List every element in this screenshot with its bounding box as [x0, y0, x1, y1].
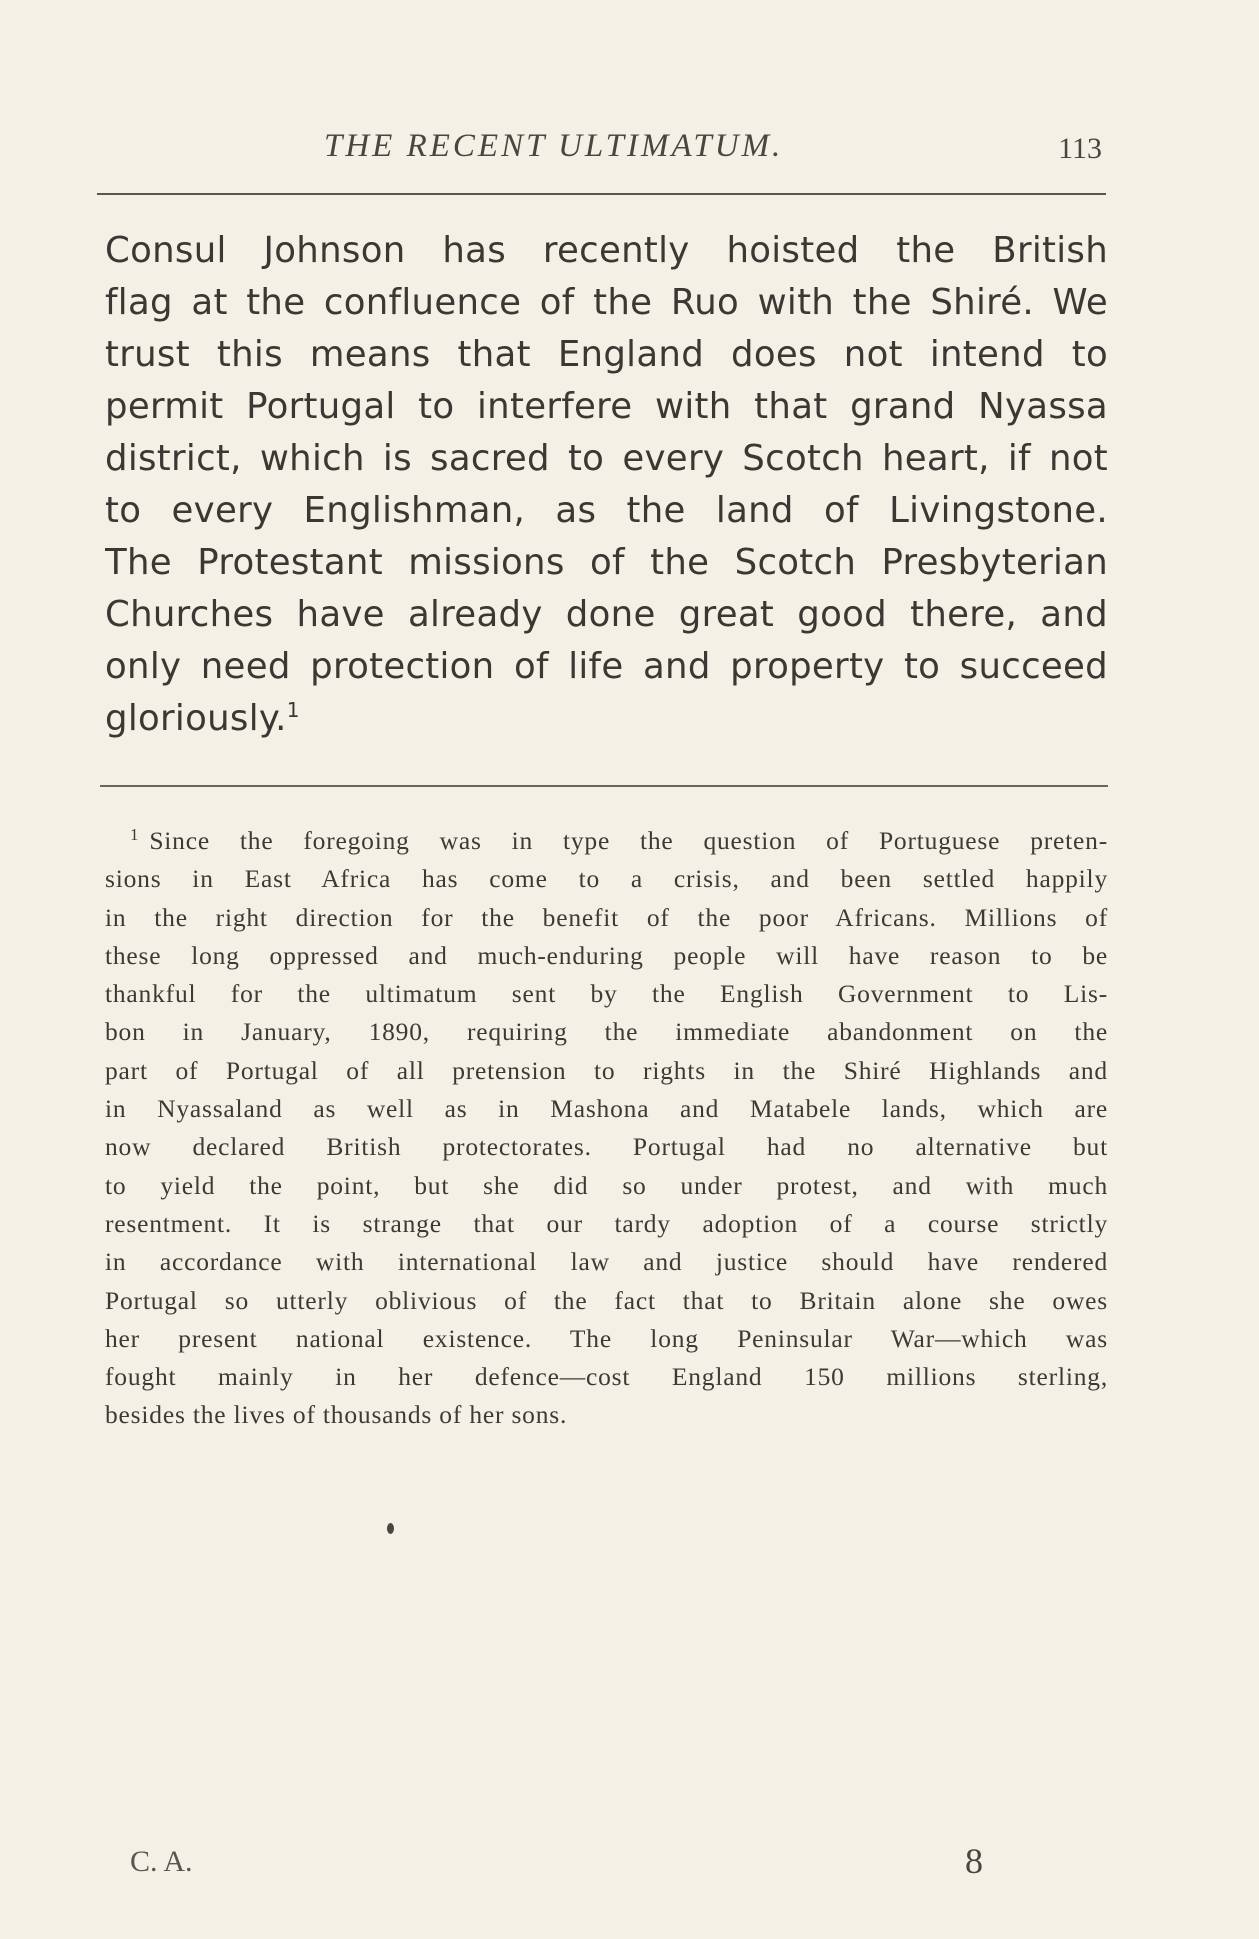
body-line-last	[105, 693, 1108, 745]
body-line: permit Portugal to interfere with that grand Nyassa	[105, 386, 1108, 427]
signature-mark: C. A.	[130, 1845, 193, 1878]
footnote-line: part of Portugal of all pretension to rights in the Shiré Highlands and	[105, 1055, 1108, 1085]
footnote-line: fought mainly in her defence—cost England 150 millions sterling,	[105, 1362, 1108, 1392]
footnote-line: now declared British protectorates. Portugal had no alternative but	[105, 1132, 1108, 1162]
page-number: 113	[1058, 132, 1102, 165]
footnote-rule	[100, 785, 1108, 787]
footnote-line: in the right direction for the benefit of the poor Africans. Millions of	[105, 902, 1108, 932]
footnote-line: resentment. It is strange that our tardy adoption of a course strictly	[105, 1208, 1108, 1238]
body-line: The Protestant missions of the Scotch Presbyterian	[105, 542, 1108, 583]
footnote-mark: 1	[130, 824, 140, 844]
body-line: trust this means that England does not intend to	[105, 334, 1108, 375]
running-title: THE RECENT ULTIMATUM.	[324, 128, 784, 164]
footnote-line: thankful for the ultimatum sent by the English Government to Lis-	[105, 979, 1108, 1009]
footnote-line: in accordance with international law and justice should have rendered	[105, 1247, 1108, 1277]
body-line-text: gloriously.	[105, 698, 287, 739]
main-paragraph	[105, 225, 1108, 745]
body-line: only need protection of life and property to succeed	[105, 646, 1108, 687]
footnote	[105, 822, 1108, 1435]
running-head	[100, 128, 1110, 178]
footnote-line-text: Since the foregoing was in type the question of Portuguese preten-	[149, 826, 1108, 855]
footnote-line: these long oppressed and much-enduring people will have reason to be	[105, 940, 1108, 970]
header-rule	[97, 193, 1106, 195]
body-line: district, which is sacred to every Scotch heart, if not	[105, 438, 1108, 479]
footnote-line: bon in January, 1890, requiring the immediate abandonment on the	[105, 1017, 1108, 1047]
footnote-line: her present national existence. The long Peninsular War—which was	[105, 1323, 1108, 1353]
body-line: flag at the confluence of the Ruo with the Shiré. We	[105, 282, 1108, 323]
footnote-line: besides the lives of thousands of her sons.	[105, 1400, 568, 1430]
footnote-line-first	[105, 822, 1108, 860]
footnote-line: in Nyassaland as well as in Mashona and Matabele lands, which are	[105, 1094, 1108, 1124]
footnote-line: to yield the point, but she did so under protest, and with much	[105, 1170, 1108, 1200]
body-line: to every Englishman, as the land of Livingstone.	[105, 490, 1108, 531]
footnote-reference[interactable]: 1	[286, 698, 300, 723]
footnote-line: Portugal so utterly oblivious of the fact that to Britain alone she owes	[105, 1285, 1108, 1315]
footnote-line: sions in East Africa has come to a crisis, and been settled happily	[105, 864, 1108, 894]
body-line: Churches have already done great good there, and	[105, 594, 1108, 635]
ink-dot-mark	[387, 1523, 394, 1534]
body-line: Consul Johnson has recently hoisted the British	[105, 230, 1108, 271]
signature-sheet-number: 8	[965, 1841, 983, 1881]
